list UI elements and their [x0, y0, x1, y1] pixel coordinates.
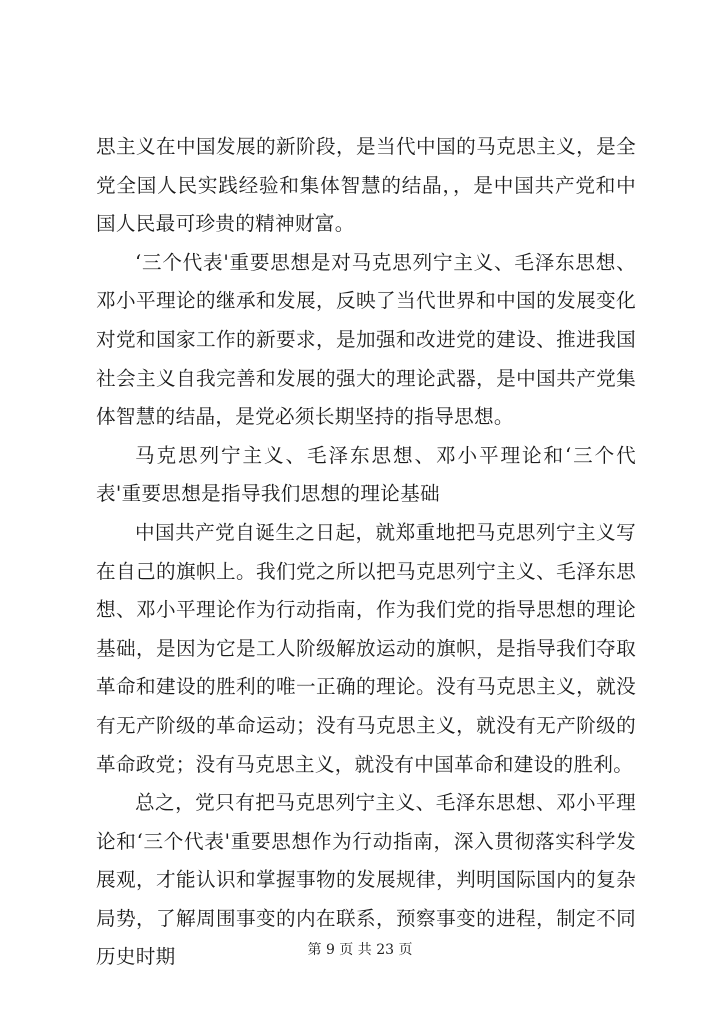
- page-number-footer: 第 9 页 共 23 页: [307, 942, 413, 958]
- paragraph-continuation: 思主义在中国发展的新阶段，是当代中国的马克思主义，是全党全国人民实践经验和集体智慧的结晶，，是中国共产党和中国人民最可珍贵的精神财富。: [96, 135, 636, 236]
- document-body: [96, 128, 636, 977]
- paragraph-three-represents: ‘三个代表'重要思想是对马克思列宁主义、毛泽东思想、邓小平理论的继承和发展，反映了当代世界和中国的发展变化对党和国家工作的新要求，是加强和改进党的建设、推进我国社会主义自我完善和发展的强大的理论武器，是中国共产党集体智慧的结晶，是党必须长期坚持的指导思想。: [96, 250, 636, 429]
- paragraph-party-founding: 中国共产党自诞生之日起，就郑重地把马克思列宁主义写在自己的旗帜上。我们党之所以把马克思列宁主义、毛泽东思想、邓小平理论作为行动指南，作为我们党的指导思想的理论基础，是因为它是工人阶级解放运动的旗帜，是指导我们夺取革命和建设的胜利的唯一正确的理论。没有马克思主义，就没有无产阶级的革命运动；没有马克思主义，就没有无产阶级的革命政党；没有马克思主义，就没有中国革命和建设的胜利。: [96, 520, 636, 776]
- paragraph-conclusion: 总之，党只有把马克思列宁主义、毛泽东思想、邓小平理论和‘三个代表'重要思想作为行动指南，深入贯彻落实科学发展观，才能认识和掌握事物的发展规律，判明国际国内的复杂局势，了解周围事变的内在联系，预察事变的进程，制定不同历史时期: [96, 791, 636, 969]
- paragraph-heading-theory-basis: 马克思列宁主义、毛泽东思想、邓小平理论和‘三个代表'重要思想是指导我们思想的理论基础: [96, 443, 636, 506]
